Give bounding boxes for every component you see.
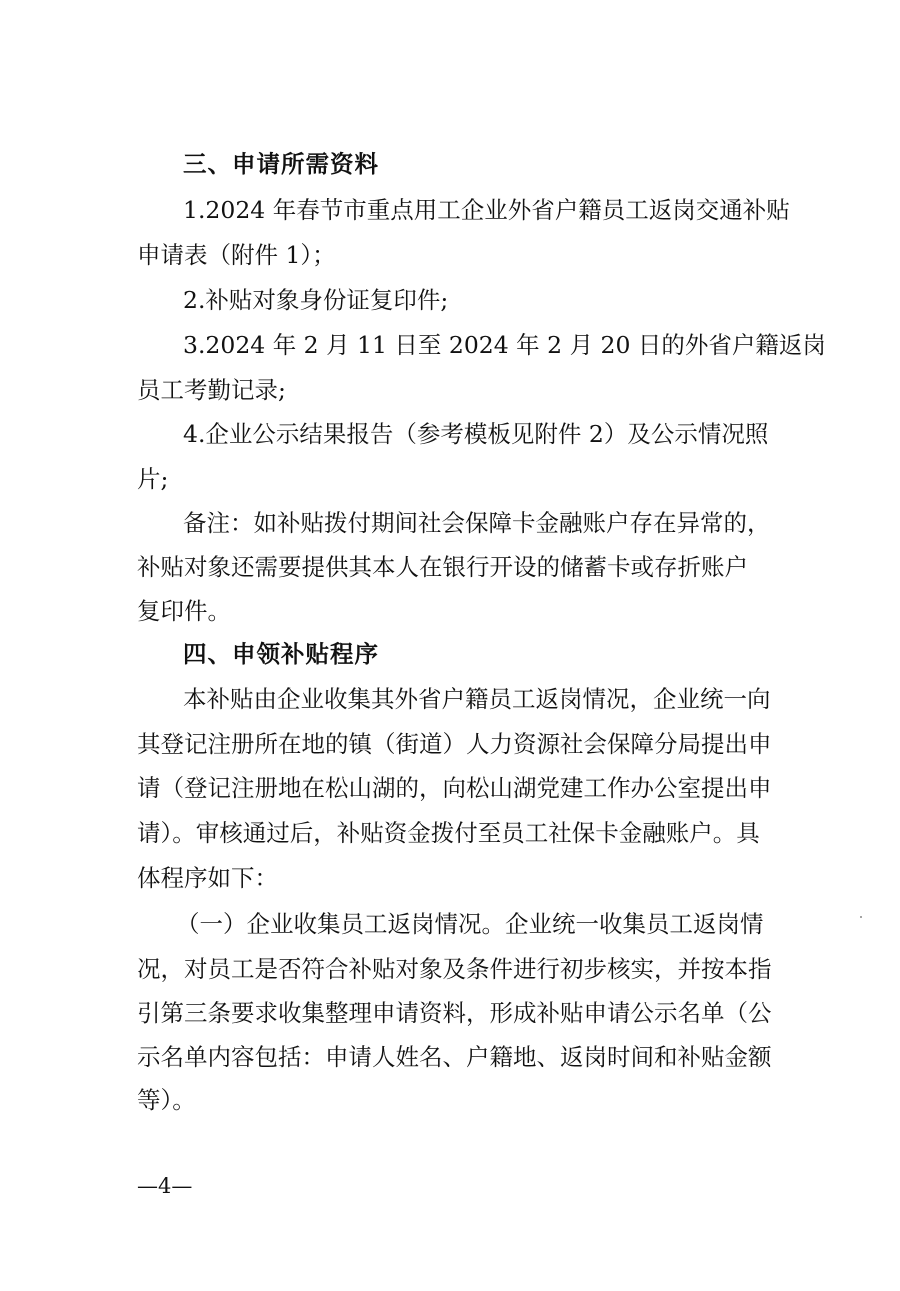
- item3-line1: 3.2024 年 2 月 11 日至 2024 年 2 月 20 日的外省户籍返岗: [183, 331, 826, 359]
- step1-line5: 等）。: [137, 1086, 196, 1114]
- item3-line2: 员工考勤记录;: [137, 376, 286, 404]
- page-number: —4—: [137, 1174, 193, 1198]
- intro-line5: 体程序如下：: [137, 864, 278, 892]
- section3-heading: 三、申请所需资料: [183, 150, 379, 178]
- step1-line3: 引第三条要求收集整理申请资料，形成补贴申请公示名单（公: [137, 999, 772, 1027]
- item4-line1: 4.企业公示结果报告（参考模板见附件 2）及公示情况照: [183, 420, 769, 448]
- note-line3: 复印件。: [137, 597, 231, 625]
- item1-line2: 申请表（附件 1）；: [137, 241, 336, 269]
- note-line1: 备注：如补贴拨付期间社会保障卡金融账户存在异常的，: [183, 509, 771, 537]
- scan-speck: [860, 916, 862, 918]
- intro-line1: 本补贴由企业收集其外省户籍员工返岗情况，企业统一向: [183, 685, 771, 713]
- step1-line2: 况，对员工是否符合补贴对象及条件进行初步核实，并按本指: [137, 955, 772, 983]
- intro-line2: 其登记注册所在地的镇（街道）人力资源社会保障分局提出申: [137, 730, 772, 758]
- step1-line4: 示名单内容包括：申请人姓名、户籍地、返岗时间和补贴金额: [137, 1043, 772, 1071]
- item4-line2: 片;: [137, 465, 169, 493]
- section4-heading: 四、申领补贴程序: [183, 640, 379, 668]
- intro-line4: 请）。审核通过后，补贴资金拨付至员工社保卡金融账户。具: [137, 819, 760, 847]
- step1-line1: （一）企业收集员工返岗情况。企业统一收集员工返岗情: [176, 910, 764, 938]
- intro-line3: 请（登记注册地在松山湖的，向松山湖党建工作办公室提出申: [137, 774, 772, 802]
- item1-line1: 1.2024 年春节市重点用工企业外省户籍员工返岗交通补贴: [183, 196, 790, 224]
- note-line2: 补贴对象还需要提供其本人在银行开设的储蓄卡或存折账户: [137, 553, 748, 581]
- item2-line1: 2.补贴对象身份证复印件;: [183, 286, 449, 314]
